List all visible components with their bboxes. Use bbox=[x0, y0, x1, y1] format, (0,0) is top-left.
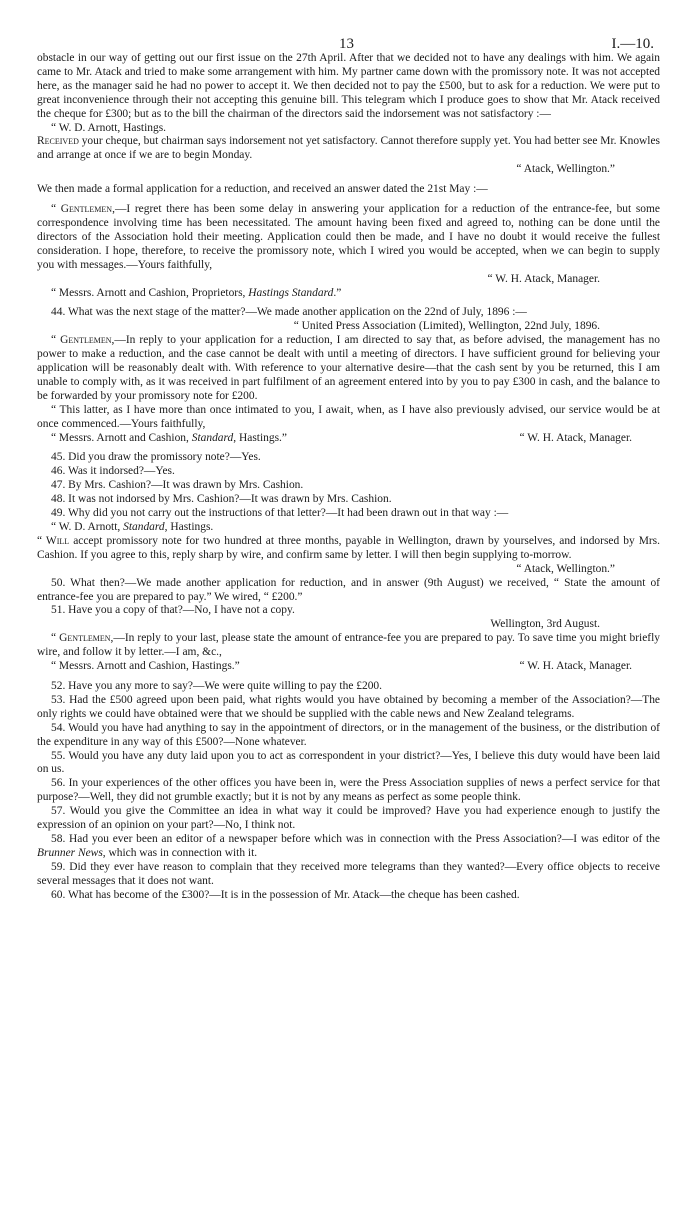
question-60: 60. What has become of the £300?—It is in the possession of Mr. Atack—the cheque has been cashed. bbox=[51, 888, 520, 901]
document-reference: I.—10. bbox=[611, 36, 654, 52]
letter-salutation: “ Gentlemen, bbox=[51, 203, 115, 216]
addressee-end: .” bbox=[333, 286, 342, 299]
letter-addressee bbox=[51, 432, 287, 446]
letter-salutation: “ Gentlemen, bbox=[51, 334, 115, 347]
letter-signature: “ W. H. Atack, Manager. bbox=[519, 431, 632, 444]
telegram-text: your cheque, but chairman says indorsement not yet satisfactory. Cannot therefore supply yet. You had better see Mr. Knowles and arrange at once if we are to begin Monday. bbox=[37, 135, 661, 162]
paragraph: We then made a formal application for a reduction, and received an answer dated the 21st May :— bbox=[37, 183, 488, 196]
letter-body bbox=[37, 334, 660, 404]
question-48: 48. It was not indorsed by Mrs. Cashion?—It was drawn by Mrs. Cashion. bbox=[51, 493, 392, 506]
telegram-body bbox=[37, 135, 660, 163]
question-54: 54. Would you have had anything to say in the appointment of directors, or in the management of the business, or the distribution of the expenditure in any way of this £500?—None whatever. bbox=[37, 721, 660, 748]
letter-signature: “ W. H. Atack, Manager. bbox=[487, 272, 600, 285]
letter-closing-line bbox=[37, 432, 660, 446]
question-50: 50. What then?—We made another application for reduction, and in answer (9th August) we received, “ State the amount of entrance-fee you are prepared to pay.” We wired, “ £200.” bbox=[37, 576, 660, 603]
newspaper-name: Standard bbox=[123, 521, 165, 533]
letter-body bbox=[37, 632, 660, 660]
telegram-signature: “ Atack, Wellington.” bbox=[516, 163, 615, 176]
question-55: 55. Would you have any duty laid upon you to act as correspondent in your district?—Yes, I believe this duty would have been laid on us. bbox=[37, 749, 660, 776]
telegram-lead: Received bbox=[37, 135, 79, 148]
telegram-text: accept promissory note for two hundred at three months, payable in Wellington, drawn by yourselves, and indorsed by Mrs. Cashion. If you agree to this, reply sharp by wire, and confirm same by letter. I will then begin supplying to-morrow. bbox=[37, 534, 660, 561]
letter-text: —I regret there has been some delay in answering your application for a reduction of the entrance-fee, but some correspondence involving time has been necessitated. The amount having been fixed and agreed to, nothing can be done until the directors of the Association hold their meeting. Application could then be made, and I have no doubt it would receive the fullest consideration. I hope, therefore, to receive the promissory note, which I wired you would be accepted, when we can begin to supply you with messages.—Yours faithfully, bbox=[37, 203, 660, 271]
paragraph: obstacle in our way of getting out our first issue on the 27th April. After that we decided not to have any dealings with him. We again came to Mr. Atack and tried to make some arrangement with him. My partner came down with the promissory note. It was not accepted here, as the manager said he had no power to accept it. We then decided not to pay the £500, but to ask for a reduction. We were put to great inconvenience through their not accepting this genuine bill. This telegram which I produce goes to show that Mr. Atack received the cheque for £300; but as to the bill the chairman of the directors said the indorsement was not satisfactory :— bbox=[37, 52, 660, 120]
question-52: 52. Have you any more to say?—We were quite willing to pay the £200. bbox=[51, 679, 382, 692]
question-text-end: , which was in connection with it. bbox=[102, 846, 258, 859]
newspaper-name: Brunner News bbox=[37, 846, 103, 859]
question-56: 56. In your experiences of the other offices you have been in, were the Press Association supplies of news a perfect service for that purpose?—Well, they did not grumble exactly; but it is not by any means as perfect as some people think. bbox=[37, 777, 660, 804]
question-51: 51. Have you a copy of that?—No, I have not a copy. bbox=[51, 604, 295, 617]
question-44: 44. What was the next stage of the matter?—We made another application on the 22nd of July, 1896 :— bbox=[51, 306, 527, 319]
newspaper-name: Hastings Standard bbox=[248, 286, 334, 299]
question-49: 49. Why did you not carry out the instructions of that letter?—It had been drawn out in that way :— bbox=[51, 507, 509, 520]
addressee-text: “ Messrs. Arnott and Cashion, bbox=[51, 431, 192, 444]
letter-text: —In reply to your last, please state the amount of entrance-fee you are prepared to pay. To save time you might briefly wire, and follow it by letter.—I am, &c., bbox=[37, 632, 660, 659]
letter-heading: “ United Press Association (Limited), Wellington, 22nd July, 1896. bbox=[293, 320, 600, 333]
newspaper-name: Standard bbox=[191, 431, 234, 444]
address-text: “ W. D. Arnott, bbox=[51, 521, 124, 533]
letter-body bbox=[37, 203, 660, 273]
letter-signature: “ W. H. Atack, Manager. bbox=[519, 660, 632, 673]
question-47: 47. By Mrs. Cashion?—It was drawn by Mrs. Cashion. bbox=[51, 479, 304, 492]
telegram-lead: “ Will bbox=[37, 534, 70, 547]
telegram-signature: “ Atack, Wellington.” bbox=[516, 562, 615, 575]
page-header bbox=[37, 30, 660, 52]
letter-addressee: “ Messrs. Arnott and Cashion, Hastings.” bbox=[51, 660, 240, 673]
question-45: 45. Did you draw the promissory note?—Yes. bbox=[51, 451, 261, 464]
addressee-text: “ Messrs. Arnott and Cashion, Proprietors, bbox=[51, 286, 249, 299]
addressee-end: , Hastings.” bbox=[233, 431, 287, 444]
letter-text: —In reply to your application for a reduction, I am directed to say that, as before advised, the management has no power to make a reduction, and the case cannot be dealt with until a meeting of directors. I have sufficient ground for believing your application will be reasonably dealt with. With reference to your alternative desire—that the cash sent by you be returned, this I am unable to comply with, as it was received in part fulfilment of an agreement entered into by you to pay £300 in cash, and the balance to be forwarded by your promissory note for £200. bbox=[37, 334, 660, 402]
letter-heading: Wellington, 3rd August. bbox=[490, 618, 600, 631]
letter-salutation: “ Gentlemen, bbox=[51, 632, 114, 645]
question-53: 53. Had the £500 agreed upon been paid, what rights would you have obtained by becoming a member of the Association?—The only rights we could have obtained were that we should be supplied with the cable news and New Zealand telegrams. bbox=[37, 693, 660, 720]
question-57: 57. Would you give the Committee an idea in what way it could be improved? Have you had experience enough to justify the expression of an opinion on your part?—No, I think not. bbox=[37, 805, 660, 832]
address-end: , Hastings. bbox=[164, 521, 214, 533]
letter-addressee bbox=[37, 287, 660, 301]
letter-body-continued: “ This latter, as I have more than once intimated to you, I await, when, as I have also previously advised, our service would be at once commenced.—Yours faithfully, bbox=[37, 403, 660, 430]
question-58 bbox=[37, 833, 660, 861]
letter-closing-line bbox=[37, 660, 660, 674]
telegram-address: “ W. D. Arnott, Hastings. bbox=[51, 121, 167, 134]
question-text: 58. Had you ever been an editor of a newspaper before which was in connection with the Press Association?—I was editor of the bbox=[51, 832, 660, 845]
page-number: 13 bbox=[339, 36, 354, 52]
telegram-body bbox=[37, 535, 660, 563]
question-46: 46. Was it indorsed?—Yes. bbox=[51, 465, 175, 478]
telegram-address bbox=[37, 521, 660, 535]
question-59: 59. Did they ever have reason to complain that they received more telegrams than they wanted?—Every office objects to receive several messages that it does not want. bbox=[37, 860, 660, 887]
